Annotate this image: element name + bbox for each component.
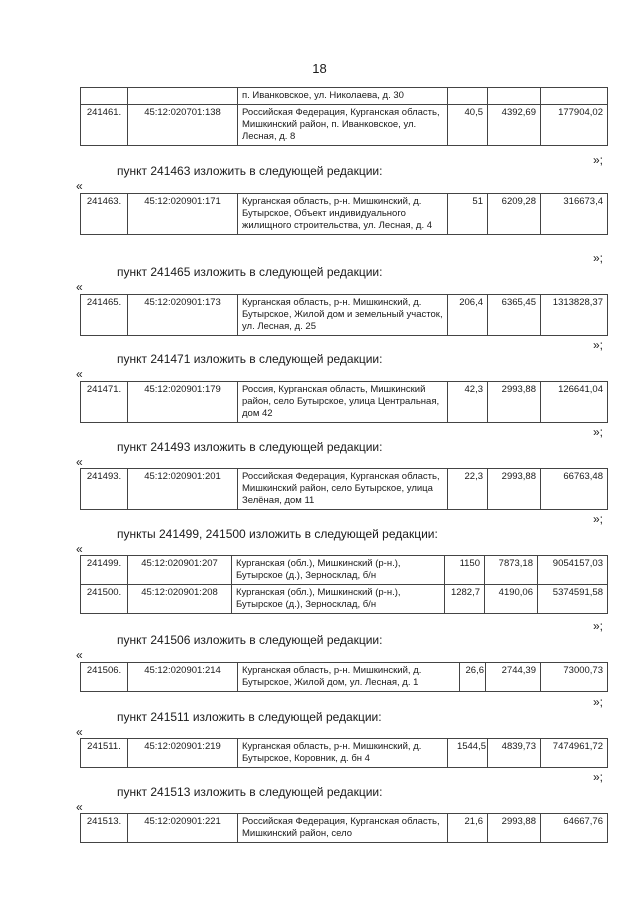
area: 26,6 — [460, 663, 486, 692]
opening-quote: « — [76, 800, 83, 814]
table-row — [81, 556, 608, 585]
table-row — [81, 739, 608, 768]
property-table — [80, 555, 608, 614]
row-number: 241499. — [81, 556, 128, 585]
amendment-instruction: пункты 241499, 241500 изложить в следующей редакции: — [117, 527, 438, 541]
row-number: 241511. — [81, 739, 128, 768]
property-table — [80, 193, 608, 235]
opening-quote: « — [76, 725, 83, 739]
price: 4839,73 — [488, 739, 541, 768]
table-row — [81, 295, 608, 336]
area: 22,3 — [448, 469, 488, 510]
table-row — [81, 585, 608, 614]
table-row — [81, 194, 608, 235]
closing-quote: »; — [593, 425, 604, 439]
total: 7474961,72 — [541, 739, 608, 768]
area: 21,6 — [448, 814, 488, 843]
row-number: 241506. — [81, 663, 128, 692]
total: 64667,76 — [541, 814, 608, 843]
row-number: 241513. — [81, 814, 128, 843]
address: Курганская область, р-н. Мишкинский, д. Бутырское, Жилой дом и земельный участок, ул. Лесная, д. 25 — [238, 295, 448, 336]
row-number: 241493. — [81, 469, 128, 510]
price: 2744,39 — [486, 663, 541, 692]
address: Россия, Курганская область, Мишкинский район, село Бутырское, улица Центральная, дом 42 — [238, 382, 448, 423]
address: п. Иванковское, ул. Николаева, д. 30 — [238, 88, 448, 105]
property-table — [80, 813, 608, 843]
area: 42,3 — [448, 382, 488, 423]
table-row — [81, 382, 608, 423]
cadastral-number: 45:12:020901:221 — [128, 814, 238, 843]
opening-quote: « — [76, 648, 83, 662]
closing-quote: »; — [593, 338, 604, 352]
row-number: 241461. — [81, 105, 128, 146]
row-number: 241471. — [81, 382, 128, 423]
table-row — [81, 469, 608, 510]
area — [448, 88, 488, 105]
table-row — [81, 663, 608, 692]
area: 51 — [448, 194, 488, 235]
closing-quote: »; — [593, 770, 604, 784]
address: Российская Федерация, Курганская область, Мишкинский район, село — [238, 814, 448, 843]
cadastral-number: 45:12:020901:201 — [128, 469, 238, 510]
total: 66763,48 — [541, 469, 608, 510]
amendment-instruction: пункт 241513 изложить в следующей редакции: — [117, 785, 383, 799]
amendment-instruction: пункт 241471 изложить в следующей редакции: — [117, 352, 383, 366]
cadastral-number: 45:12:020901:208 — [128, 585, 232, 614]
row-number — [81, 88, 128, 105]
price: 2993,88 — [488, 469, 541, 510]
area: 1544,5 — [448, 739, 488, 768]
total — [541, 88, 608, 105]
price: 6365,45 — [488, 295, 541, 336]
address: Курганская область, р-н. Мишкинский, д. Бутырское, Жилой дом, ул. Лесная, д. 1 — [238, 663, 460, 692]
opening-quote: « — [76, 280, 83, 294]
price: 2993,88 — [488, 382, 541, 423]
price: 4190,06 — [485, 585, 538, 614]
property-table — [80, 87, 608, 146]
address: Российская Федерация, Курганская область, Мишкинский район, село Бутырское, улица Зелёная, дом 11 — [238, 469, 448, 510]
price: 6209,28 — [488, 194, 541, 235]
opening-quote: « — [76, 367, 83, 381]
amendment-instruction: пункт 241465 изложить в следующей редакции: — [117, 265, 383, 279]
area: 1150 — [445, 556, 485, 585]
cadastral-number: 45:12:020901:171 — [128, 194, 238, 235]
table-row — [81, 814, 608, 843]
property-table — [80, 738, 608, 768]
price: 7873,18 — [485, 556, 538, 585]
amendment-instruction: пункт 241506 изложить в следующей редакции: — [117, 633, 383, 647]
address: Курганская область, р-н. Мишкинский, д. Бутырское, Коровник, д. бн 4 — [238, 739, 448, 768]
opening-quote: « — [76, 542, 83, 556]
total: 5374591,58 — [538, 585, 608, 614]
amendment-instruction: пункт 241463 изложить в следующей редакции: — [117, 164, 383, 178]
address: Курганская (обл.), Мишкинский (р-н.), Бутырское (д.), Зерносклад, б/н — [232, 556, 445, 585]
cadastral-number: 45:12:020701:138 — [128, 105, 238, 146]
closing-quote: »; — [593, 619, 604, 633]
row-number: 241463. — [81, 194, 128, 235]
price: 4392,69 — [488, 105, 541, 146]
total: 9054157,03 — [538, 556, 608, 585]
opening-quote: « — [76, 455, 83, 469]
page-number: 18 — [312, 61, 327, 76]
cadastral-number: 45:12:020901:214 — [128, 663, 238, 692]
total: 73000,73 — [541, 663, 608, 692]
area: 206,4 — [448, 295, 488, 336]
table-row — [81, 88, 608, 105]
closing-quote: »; — [593, 695, 604, 709]
cadastral-number: 45:12:020901:219 — [128, 739, 238, 768]
cadastral-number: 45:12:020901:173 — [128, 295, 238, 336]
total: 1313828,37 — [541, 295, 608, 336]
property-table — [80, 381, 608, 423]
closing-quote: »; — [593, 251, 604, 265]
table-row — [81, 105, 608, 146]
row-number: 241500. — [81, 585, 128, 614]
cadastral-number: 45:12:020901:179 — [128, 382, 238, 423]
amendment-instruction: пункт 241493 изложить в следующей редакции: — [117, 440, 383, 454]
opening-quote: « — [76, 179, 83, 193]
area: 40,5 — [448, 105, 488, 146]
cadastral-number: 45:12:020901:207 — [128, 556, 232, 585]
address: Курганская (обл.), Мишкинский (р-н.), Бутырское (д.), Зерносклад, б/н — [232, 585, 445, 614]
total: 316673,4 — [541, 194, 608, 235]
total: 126641,04 — [541, 382, 608, 423]
amendment-instruction: пункт 241511 изложить в следующей редакции: — [117, 710, 382, 724]
closing-quote: »; — [593, 153, 604, 167]
property-table — [80, 294, 608, 336]
property-table — [80, 468, 608, 510]
total: 177904,02 — [541, 105, 608, 146]
address: Курганская область, р-н. Мишкинский, д. Бутырское, Объект индивидуального жилищного строительства, ул. Лесная, д. 4 — [238, 194, 448, 235]
price — [488, 88, 541, 105]
address: Российская Федерация, Курганская область, Мишкинский район, п. Иванковское, ул. Лесная, д. 8 — [238, 105, 448, 146]
closing-quote: »; — [593, 512, 604, 526]
price: 2993,88 — [488, 814, 541, 843]
property-table — [80, 662, 608, 692]
area: 1282,7 — [445, 585, 485, 614]
row-number: 241465. — [81, 295, 128, 336]
cadastral-number — [128, 88, 238, 105]
